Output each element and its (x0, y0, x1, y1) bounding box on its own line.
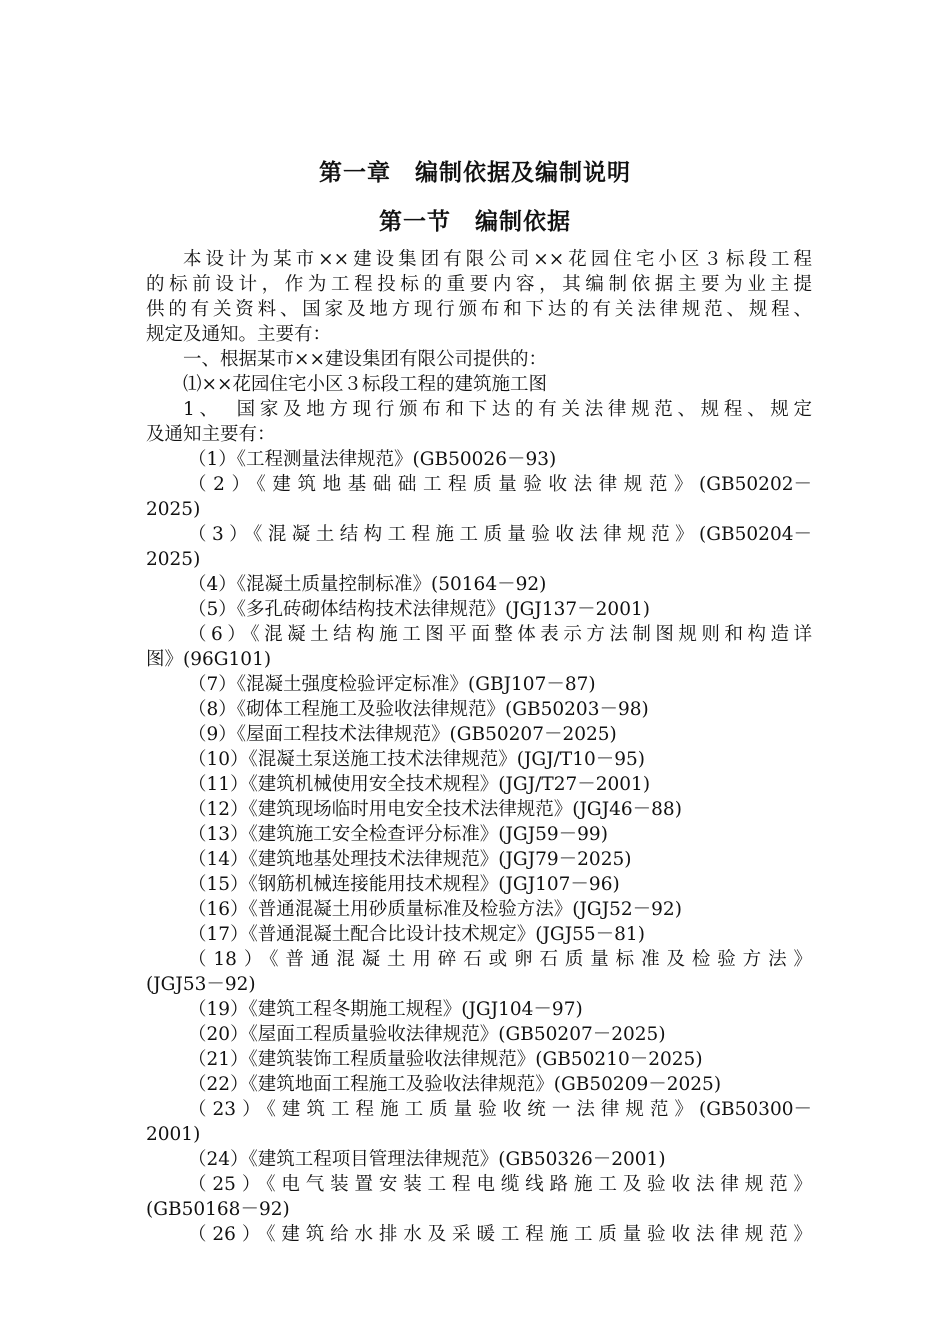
body-line: 规定及通知。主要有： (146, 324, 332, 345)
chapter-title: 第一章 编制依据及编制说明 (319, 160, 631, 186)
reference-item: （9）《屋面工程技术法律规范》(GB50207－2025) (188, 724, 617, 745)
reference-item: （5）《多孔砖砌体结构技术法律规范》(JGJ137－2001) (188, 599, 650, 620)
reference-item: （14）《建筑地基处理技术法律规范》(JGJ79－2025) (188, 849, 632, 870)
reference-item: （7）《混凝土强度检验评定标准》(GBJ107－87) (188, 674, 596, 695)
reference-item-cont: 图》(96G101) (146, 649, 272, 670)
reference-item: （17）《普通混凝土配合比设计技术规定》(JGJ55－81) (188, 924, 645, 945)
reference-item-cont: 2001) (146, 1124, 201, 1145)
reference-item: （24）《建筑工程项目管理法律规范》(GB50326－2001) (188, 1149, 666, 1170)
reference-item-cont: (JGJ53－92) (146, 974, 256, 995)
reference-item: （18）《普通混凝土用碎石或卵石质量标准及检验方法》 (188, 949, 812, 970)
reference-item: （6）《混凝土结构施工图平面整体表示方法制图规则和构造详 (188, 624, 812, 645)
reference-item: （26）《建筑给水排水及采暖工程施工质量验收法律规范》 (188, 1224, 812, 1245)
reference-item-cont: 2025) (146, 549, 201, 570)
body-line: 1、 国家及地方现行颁布和下达的有关法律规范、规程、规定 (183, 399, 812, 420)
reference-item: （20）《屋面工程质量验收法律规范》(GB50207－2025) (188, 1024, 666, 1045)
reference-item: （13）《建筑施工安全检查评分标准》(JGJ59－99) (188, 824, 608, 845)
body-line: 供的有关资料、国家及地方现行颁布和下达的有关法律规范、规程、 (146, 299, 812, 320)
reference-item: （11）《建筑机械使用安全技术规程》(JGJ/T27－2001) (188, 774, 651, 795)
reference-item: （21）《建筑装饰工程质量验收法律规范》(GB50210－2025) (188, 1049, 703, 1070)
reference-item: （25）《电气装置安装工程电缆线路施工及验收法律规范》 (188, 1174, 812, 1195)
reference-item: （8）《砌体工程施工及验收法律规范》(GB50203－98) (188, 699, 649, 720)
body-line: 及通知主要有： (146, 424, 276, 445)
reference-item: （16）《普通混凝土用砂质量标准及检验方法》(JGJ52－92) (188, 899, 682, 920)
reference-item: （19）《建筑工程冬期施工规程》(JGJ104－97) (188, 999, 583, 1020)
body-line: ⑴××花园住宅小区３标段工程的建筑施工图 (183, 374, 548, 395)
body-line: 的标前设计，作为工程投标的重要内容，其编制依据主要为业主提 (146, 274, 812, 295)
body-line: 本设计为某市××建设集团有限公司××花园住宅小区３标段工程 (183, 249, 812, 270)
reference-item-cont: 2025) (146, 499, 201, 520)
reference-item: （2）《建筑地基础础工程质量验收法律规范》(GB50202－ (188, 474, 812, 495)
reference-item-cont: (GB50168－92) (146, 1199, 290, 1220)
reference-item: （22）《建筑地面工程施工及验收法律规范》(GB50209－2025) (188, 1074, 722, 1095)
reference-item: （23）《建筑工程施工质量验收统一法律规范》(GB50300－ (188, 1099, 812, 1120)
reference-item: （1）《工程测量法律规范》(GB50026－93) (188, 449, 557, 470)
reference-item: （15）《钢筋机械连接能用技术规程》(JGJ107－96) (188, 874, 620, 895)
reference-item: （3）《混凝土结构工程施工质量验收法律规范》(GB50204－ (188, 524, 812, 545)
body-line: 一、根据某市××建设集团有限公司提供的： (183, 349, 548, 370)
reference-item: （12）《建筑现场临时用电安全技术法律规范》(JGJ46－88) (188, 799, 682, 820)
section-title: 第一节 编制依据 (379, 209, 571, 235)
reference-item: （10）《混凝土泵送施工技术法律规范》(JGJ/T10－95) (188, 749, 645, 770)
reference-item: （4）《混凝土质量控制标准》(50164－92) (188, 574, 547, 595)
